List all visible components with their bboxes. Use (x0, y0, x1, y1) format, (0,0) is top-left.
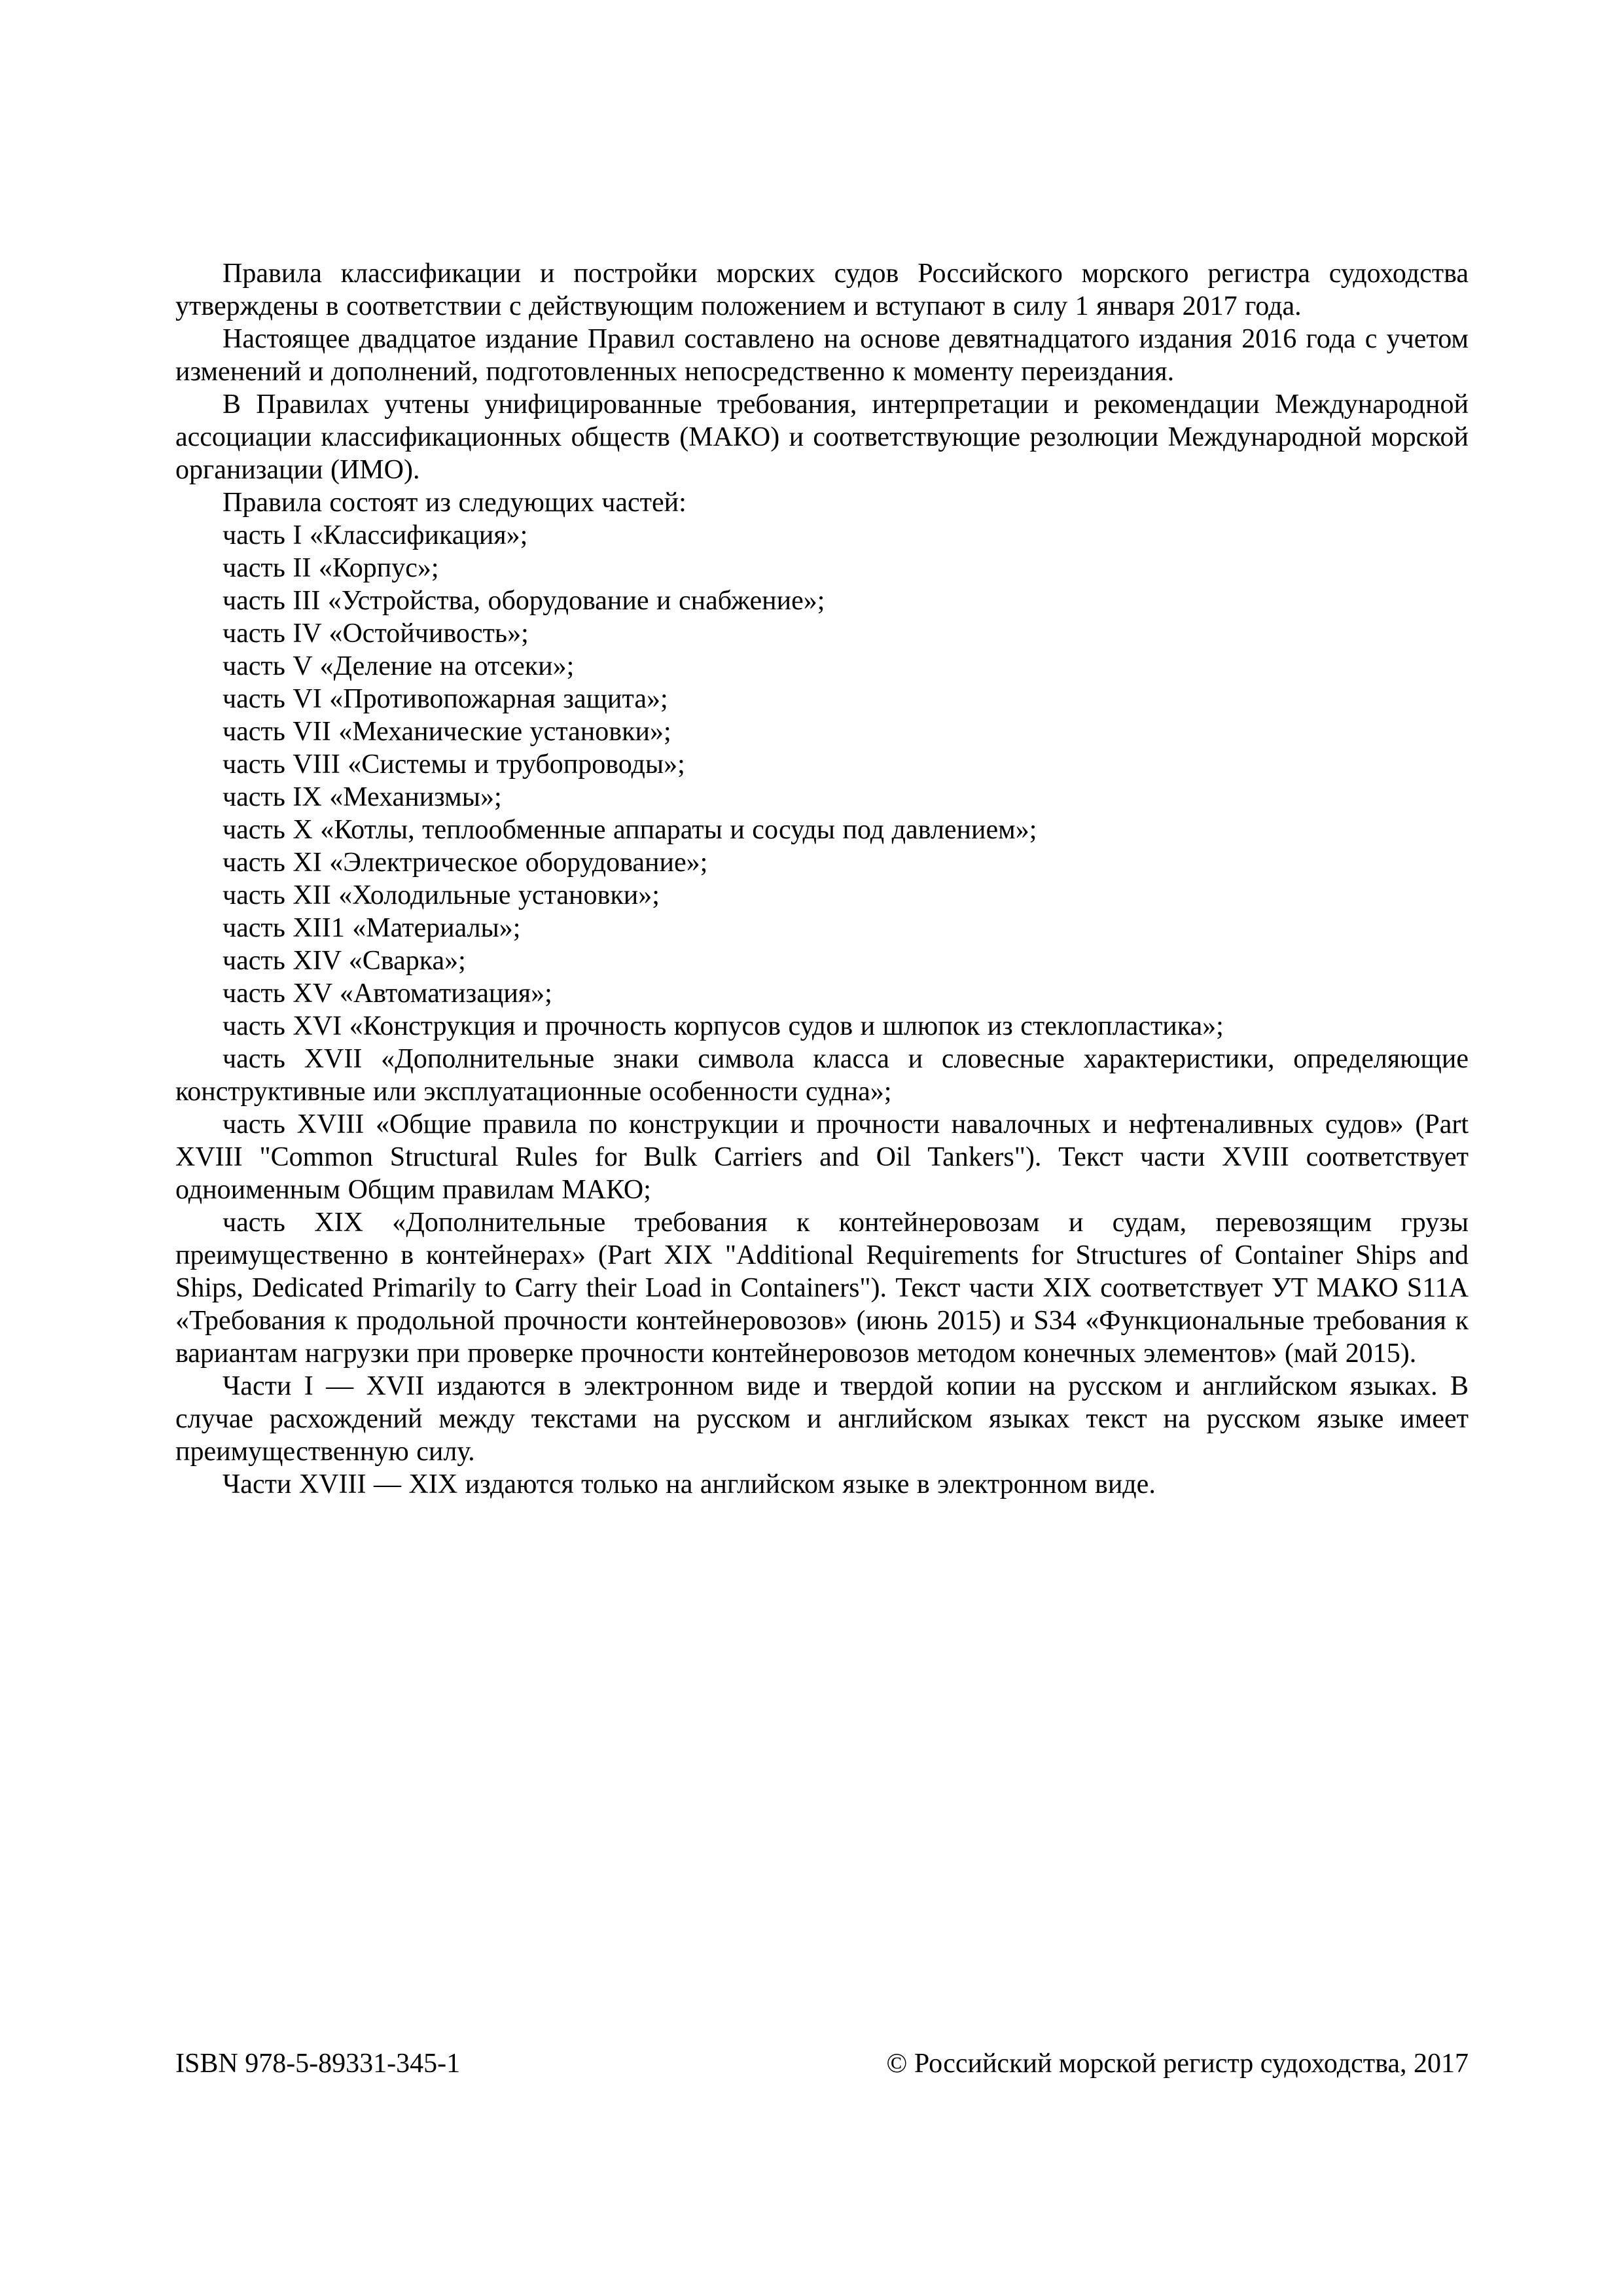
document-body (175, 257, 1469, 1501)
parts-list-line-part-xiii: часть XII1 «Материалы»; (223, 913, 521, 943)
parts-list-line-part-xv: часть XV «Автоматизация»; (223, 978, 552, 1009)
isbn-text: ISBN 978-5-89331-345-1 (175, 2049, 461, 2079)
parts-list-line-part-ix: часть IX «Механизмы»; (223, 782, 502, 812)
paragraph-part-xix: часть XIX «Дополнительные требования к контейнеровозам и судам, перевозящим грузы преимущественно в контейнерах» (Part XIX "Additional Requirements for Structures of Container Ships and Ships, Dedicated Primarily to Carry their Load in Containers"). Текст части XIX соответствует УТ МАКО S11A «Требования к продольной прочности контейнеровозов» (июнь 2015) и S34 «Функциональные требования к вариантам нагрузки при проверке прочности контейнеровозов методом конечных элементов» (май 2015). (175, 1208, 1469, 1369)
footer (175, 2047, 1469, 2080)
parts-list-line-part-ii: часть II «Корпус»; (223, 553, 439, 583)
paragraph-parts-list-intro: Правила состоят из следующих частей: (223, 488, 687, 518)
parts-list-line-part-x: часть X «Котлы, теплообменные аппараты и сосуды под давлением»; (223, 815, 1037, 845)
paragraph-publication-languages: Части I — XVII издаются в электронном виде и твердой копии на русском и английском языках. В случае расхождений между текстами на русском и английском языках текст на русском языке имеет преимущественную силу. (175, 1371, 1469, 1467)
parts-list-line-part-iii: часть III «Устройства, оборудование и снабжение»; (223, 586, 825, 616)
parts-list-line-part-iv: часть IV «Остойчивость»; (223, 619, 529, 649)
parts-list-line-part-vi: часть VI «Противопожарная защита»; (223, 684, 668, 714)
parts-list-line-part-viii: часть VIII «Системы и трубопроводы»; (223, 749, 685, 780)
parts-list-line-part-v: часть V «Деление на отсеки»; (223, 651, 575, 681)
copyright-text: © Российский морской регистр судоходства, 2017 (886, 2049, 1469, 2079)
parts-list-line-part-xii: часть XII «Холодильные установки»; (223, 880, 660, 910)
paragraph-iacs-imo: В Правилах учтены унифицированные требования, интерпретации и рекомендации Международной ассоциации классификационных обществ (МАКО) и соответствующие резолюции Международной морской организации (ИМО). (175, 389, 1469, 485)
parts-list-line-part-i: часть I «Классификация»; (223, 520, 528, 550)
paragraph-part-xvii: часть XVII «Дополнительные знаки символа класса и словесные характеристики, определяющие конструктивные или эксплуатационные особенности судна»; (175, 1044, 1469, 1107)
paragraph-part-xviii: часть XVIII «Общие правила по конструкции и прочности навалочных и нефтеналивных судов» (Part XVIII "Common Structural Rules for Bulk Carriers and Oil Tankers"). Текст части XVIII соответствует одноименным Общим правилам МАКО; (175, 1109, 1469, 1205)
paragraph-english-only-parts: Части XVIII — XIX издаются только на английском языке в электронном виде. (223, 1469, 1156, 1499)
paragraph-twentieth-edition: Настоящее двадцатое издание Правил составлено на основе девятнадцатого издания 2016 года с учетом изменений и дополнений, подготовленных непосредственно к моменту переиздания. (175, 324, 1469, 387)
parts-list-line-part-xiv: часть XIV «Сварка»; (223, 946, 466, 976)
parts-list-line-part-vii: часть VII «Механические установки»; (223, 717, 671, 747)
paragraph-rules-approval: Правила классификации и постройки морских судов Российского морского регистра судоходства утверждены в соответствии с действующим положением и вступают в силу 1 января 2017 года. (175, 259, 1469, 321)
parts-list-line-part-xi: часть XI «Электрическое оборудование»; (223, 848, 708, 878)
parts-list-line-part-xvi: часть XVI «Конструкция и прочность корпусов судов и шлюпок из стеклопластика»; (223, 1011, 1224, 1041)
